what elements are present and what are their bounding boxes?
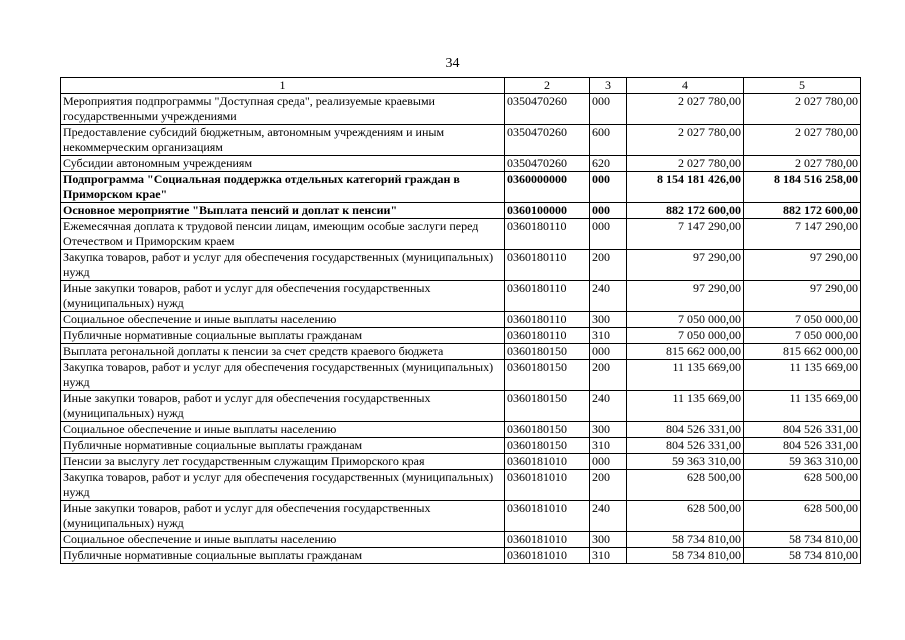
cell-name: Социальное обеспечение и иные выплаты населению bbox=[61, 532, 505, 548]
cell-expense-type: 240 bbox=[590, 501, 627, 532]
cell-name: Мероприятия подпрограммы "Доступная среда", реализуемые краевыми государственными учреждениями bbox=[61, 94, 505, 125]
column-header-amount-2: 5 bbox=[744, 78, 861, 94]
cell-expense-type: 000 bbox=[590, 94, 627, 125]
cell-expense-type: 300 bbox=[590, 532, 627, 548]
cell-expense-type: 000 bbox=[590, 344, 627, 360]
cell-amount-1: 882 172 600,00 bbox=[627, 203, 744, 219]
table-row bbox=[61, 125, 861, 156]
cell-amount-2: 7 147 290,00 bbox=[744, 219, 861, 250]
cell-name: Публичные нормативные социальные выплаты гражданам bbox=[61, 328, 505, 344]
cell-amount-2: 8 184 516 258,00 bbox=[744, 172, 861, 203]
cell-expense-type: 240 bbox=[590, 281, 627, 312]
cell-expense-type: 200 bbox=[590, 470, 627, 501]
cell-expense-type: 000 bbox=[590, 203, 627, 219]
cell-target-code: 0360180150 bbox=[505, 360, 590, 391]
table-row bbox=[61, 391, 861, 422]
cell-amount-2: 11 135 669,00 bbox=[744, 391, 861, 422]
cell-target-code: 0360180110 bbox=[505, 281, 590, 312]
table-header-row bbox=[61, 78, 861, 94]
column-header-name: 1 bbox=[61, 78, 505, 94]
table-row bbox=[61, 501, 861, 532]
table-row bbox=[61, 470, 861, 501]
cell-amount-1: 11 135 669,00 bbox=[627, 391, 744, 422]
cell-amount-2: 2 027 780,00 bbox=[744, 156, 861, 172]
cell-amount-2: 2 027 780,00 bbox=[744, 125, 861, 156]
table-row bbox=[61, 219, 861, 250]
cell-expense-type: 310 bbox=[590, 328, 627, 344]
cell-amount-1: 2 027 780,00 bbox=[627, 94, 744, 125]
table-row bbox=[61, 360, 861, 391]
cell-amount-2: 2 027 780,00 bbox=[744, 94, 861, 125]
cell-expense-type: 600 bbox=[590, 125, 627, 156]
table-row bbox=[61, 156, 861, 172]
column-header-type: 3 bbox=[590, 78, 627, 94]
cell-amount-2: 7 050 000,00 bbox=[744, 328, 861, 344]
cell-target-code: 0360100000 bbox=[505, 203, 590, 219]
cell-amount-1: 97 290,00 bbox=[627, 250, 744, 281]
table-row bbox=[61, 532, 861, 548]
cell-amount-2: 882 172 600,00 bbox=[744, 203, 861, 219]
cell-expense-type: 310 bbox=[590, 548, 627, 564]
cell-target-code: 0360180150 bbox=[505, 344, 590, 360]
cell-name: Выплата регональной доплаты к пенсии за счет средств краевого бюджета bbox=[61, 344, 505, 360]
cell-amount-1: 2 027 780,00 bbox=[627, 125, 744, 156]
cell-amount-2: 11 135 669,00 bbox=[744, 360, 861, 391]
cell-amount-2: 7 050 000,00 bbox=[744, 312, 861, 328]
cell-name: Пенсии за выслугу лет государственным служащим Приморского края bbox=[61, 454, 505, 470]
cell-amount-1: 58 734 810,00 bbox=[627, 548, 744, 564]
cell-expense-type: 300 bbox=[590, 422, 627, 438]
cell-amount-1: 58 734 810,00 bbox=[627, 532, 744, 548]
cell-target-code: 0360180110 bbox=[505, 328, 590, 344]
cell-amount-2: 804 526 331,00 bbox=[744, 422, 861, 438]
cell-name: Социальное обеспечение и иные выплаты населению bbox=[61, 312, 505, 328]
table-row bbox=[61, 94, 861, 125]
cell-amount-1: 628 500,00 bbox=[627, 501, 744, 532]
table-row bbox=[61, 438, 861, 454]
table-row bbox=[61, 328, 861, 344]
cell-amount-1: 7 147 290,00 bbox=[627, 219, 744, 250]
cell-name: Закупка товаров, работ и услуг для обеспечения государственных (муниципальных) нужд bbox=[61, 360, 505, 391]
cell-amount-1: 7 050 000,00 bbox=[627, 328, 744, 344]
cell-amount-1: 804 526 331,00 bbox=[627, 438, 744, 454]
cell-expense-type: 000 bbox=[590, 454, 627, 470]
table-row bbox=[61, 250, 861, 281]
cell-name: Иные закупки товаров, работ и услуг для обеспечения государственных (муниципальных) нужд bbox=[61, 501, 505, 532]
cell-target-code: 0350470260 bbox=[505, 156, 590, 172]
cell-amount-2: 58 734 810,00 bbox=[744, 548, 861, 564]
cell-target-code: 0360180110 bbox=[505, 219, 590, 250]
cell-target-code: 0360180110 bbox=[505, 312, 590, 328]
cell-target-code: 0360181010 bbox=[505, 470, 590, 501]
cell-amount-1: 59 363 310,00 bbox=[627, 454, 744, 470]
cell-name: Иные закупки товаров, работ и услуг для обеспечения государственных (муниципальных) нужд bbox=[61, 391, 505, 422]
cell-target-code: 0360180150 bbox=[505, 391, 590, 422]
cell-amount-1: 11 135 669,00 bbox=[627, 360, 744, 391]
cell-target-code: 0360180150 bbox=[505, 438, 590, 454]
cell-expense-type: 000 bbox=[590, 172, 627, 203]
cell-expense-type: 300 bbox=[590, 312, 627, 328]
cell-target-code: 0360180110 bbox=[505, 250, 590, 281]
cell-amount-2: 804 526 331,00 bbox=[744, 438, 861, 454]
cell-amount-2: 97 290,00 bbox=[744, 250, 861, 281]
cell-name: Основное мероприятие "Выплата пенсий и доплат к пенсии" bbox=[61, 203, 505, 219]
budget-table bbox=[60, 77, 861, 564]
table-row bbox=[61, 203, 861, 219]
cell-amount-2: 628 500,00 bbox=[744, 470, 861, 501]
cell-name: Закупка товаров, работ и услуг для обеспечения государственных (муниципальных) нужд bbox=[61, 250, 505, 281]
cell-amount-2: 628 500,00 bbox=[744, 501, 861, 532]
cell-amount-2: 59 363 310,00 bbox=[744, 454, 861, 470]
cell-target-code: 0360000000 bbox=[505, 172, 590, 203]
cell-amount-1: 815 662 000,00 bbox=[627, 344, 744, 360]
cell-expense-type: 240 bbox=[590, 391, 627, 422]
cell-target-code: 0360181010 bbox=[505, 454, 590, 470]
cell-expense-type: 000 bbox=[590, 219, 627, 250]
cell-amount-1: 804 526 331,00 bbox=[627, 422, 744, 438]
cell-expense-type: 200 bbox=[590, 250, 627, 281]
table-row bbox=[61, 172, 861, 203]
page-number: 34 bbox=[445, 56, 460, 71]
cell-target-code: 0350470260 bbox=[505, 94, 590, 125]
table-row bbox=[61, 548, 861, 564]
table-body bbox=[61, 94, 861, 564]
table-row bbox=[61, 344, 861, 360]
table-row bbox=[61, 454, 861, 470]
cell-target-code: 0350470260 bbox=[505, 125, 590, 156]
cell-amount-2: 815 662 000,00 bbox=[744, 344, 861, 360]
cell-amount-1: 7 050 000,00 bbox=[627, 312, 744, 328]
cell-amount-1: 97 290,00 bbox=[627, 281, 744, 312]
cell-name: Иные закупки товаров, работ и услуг для обеспечения государственных (муниципальных) нужд bbox=[61, 281, 505, 312]
cell-name: Публичные нормативные социальные выплаты гражданам bbox=[61, 438, 505, 454]
column-header-code: 2 bbox=[505, 78, 590, 94]
cell-name: Социальное обеспечение и иные выплаты населению bbox=[61, 422, 505, 438]
cell-name: Субсидии автономным учреждениям bbox=[61, 156, 505, 172]
cell-target-code: 0360181010 bbox=[505, 501, 590, 532]
cell-target-code: 0360181010 bbox=[505, 548, 590, 564]
cell-target-code: 0360181010 bbox=[505, 532, 590, 548]
table-row bbox=[61, 312, 861, 328]
cell-name: Подпрограмма "Социальная поддержка отдельных категорий граждан в Приморском крае" bbox=[61, 172, 505, 203]
cell-name: Закупка товаров, работ и услуг для обеспечения государственных (муниципальных) нужд bbox=[61, 470, 505, 501]
cell-name: Предоставление субсидий бюджетным, автономным учреждениям и иным некоммерческим организациям bbox=[61, 125, 505, 156]
cell-name: Публичные нормативные социальные выплаты гражданам bbox=[61, 548, 505, 564]
table-row bbox=[61, 281, 861, 312]
cell-amount-2: 97 290,00 bbox=[744, 281, 861, 312]
cell-expense-type: 620 bbox=[590, 156, 627, 172]
cell-amount-1: 8 154 181 426,00 bbox=[627, 172, 744, 203]
cell-amount-1: 2 027 780,00 bbox=[627, 156, 744, 172]
table-row bbox=[61, 422, 861, 438]
column-header-amount-1: 4 bbox=[627, 78, 744, 94]
cell-target-code: 0360180150 bbox=[505, 422, 590, 438]
cell-amount-2: 58 734 810,00 bbox=[744, 532, 861, 548]
cell-expense-type: 200 bbox=[590, 360, 627, 391]
cell-amount-1: 628 500,00 bbox=[627, 470, 744, 501]
cell-name: Ежемесячная доплата к трудовой пенсии лицам, имеющим особые заслуги перед Отечеством и Приморским краем bbox=[61, 219, 505, 250]
cell-expense-type: 310 bbox=[590, 438, 627, 454]
